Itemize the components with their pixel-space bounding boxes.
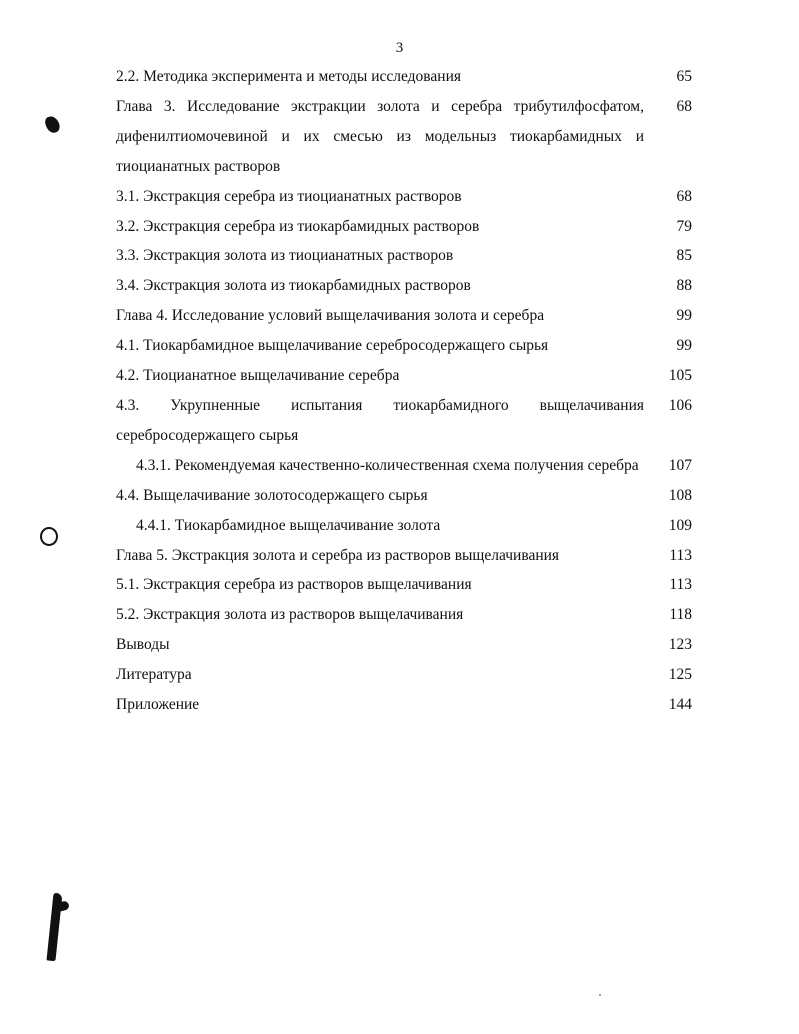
toc-entry-page: 123 bbox=[668, 636, 692, 654]
toc-entry-page: 85 bbox=[676, 247, 692, 265]
toc-entry bbox=[116, 62, 692, 92]
toc-entry-page: 107 bbox=[668, 456, 692, 474]
toc-entry-title: Глава 5. Экстракция золота и серебра из растворов выщелачивания bbox=[116, 546, 560, 564]
toc-entry-title: 3.3. Экстракция золота из тиоцианатных растворов bbox=[116, 247, 454, 265]
toc-entry-title: Выводы bbox=[116, 636, 170, 654]
toc-entry-title: Глава 3. Исследование экстракции золота и серебра трибутилфосфатом, дифенилтиомочевиной и их смесью из модельныз тиокарбамидных и тиоцианатных растворов bbox=[116, 97, 644, 175]
toc-entry-page: 88 bbox=[676, 277, 692, 295]
toc-entry-page: 118 bbox=[669, 606, 692, 624]
toc-entry bbox=[116, 241, 692, 271]
scan-artifact-dot bbox=[599, 994, 601, 996]
toc-entry-title: 4.4.1. Тиокарбамидное выщелачивание золота bbox=[136, 516, 441, 534]
toc-entry bbox=[116, 361, 692, 391]
toc-entry bbox=[116, 92, 692, 182]
toc-entry bbox=[116, 271, 692, 301]
toc-entry-title: 4.1. Тиокарбамидное выщелачивание серебросодержащего сырья bbox=[116, 337, 549, 355]
toc-entry-title: 2.2. Методика эксперимента и методы исследования bbox=[116, 68, 462, 85]
toc-entry-page: 99 bbox=[676, 307, 692, 325]
toc-entry-title: Глава 4. Исследование условий выщелачивания золота и серебра bbox=[116, 307, 545, 325]
toc-entry-title: 5.2. Экстракция золота из растворов выщелачивания bbox=[116, 606, 464, 624]
toc-entry bbox=[116, 660, 692, 690]
scan-artifact-mark bbox=[40, 527, 58, 546]
toc-entry bbox=[116, 690, 692, 720]
toc-entry-page: 68 bbox=[676, 187, 692, 205]
toc-entry bbox=[116, 511, 692, 541]
toc-entry-title: 4.3. Укрупненные испытания тиокарбамидного выщелачивания серебросодержащего сырья bbox=[116, 396, 644, 444]
toc-entry-page: 113 bbox=[669, 546, 692, 564]
toc-entry bbox=[116, 630, 692, 660]
toc-entry-title: 3.1. Экстракция серебра из тиоцианатных растворов bbox=[116, 187, 462, 205]
toc-entry bbox=[116, 182, 692, 212]
toc-entry-page: 68 bbox=[676, 97, 692, 115]
toc-entry bbox=[116, 391, 692, 451]
toc-entry-title: 3.4. Экстракция золота из тиокарбамидных растворов bbox=[116, 277, 471, 295]
scan-artifact-mark bbox=[43, 114, 61, 134]
toc-entry-page: 65 bbox=[676, 68, 692, 85]
toc-entry-page: 113 bbox=[669, 576, 692, 594]
toc-entry bbox=[116, 331, 692, 361]
toc-entry-page: 125 bbox=[668, 666, 692, 684]
toc-entry bbox=[116, 600, 692, 630]
toc-entry-title: 4.4. Выщелачивание золотосодержащего сырья bbox=[116, 486, 428, 504]
toc-entry-title: 4.3.1. Рекомендуемая качественно-количественная схема получения серебра bbox=[136, 456, 639, 474]
toc-entry-page: 105 bbox=[668, 367, 692, 385]
toc-entry bbox=[116, 301, 692, 331]
toc-entry bbox=[116, 212, 692, 242]
toc-entry-title: Литература bbox=[116, 666, 192, 684]
toc-entry-page: 144 bbox=[668, 696, 692, 714]
toc-entry bbox=[116, 451, 692, 481]
toc-entry-title: 4.2. Тиоцианатное выщелачивание серебра bbox=[116, 367, 400, 385]
toc-entry-title: Приложение bbox=[116, 696, 200, 714]
toc-entry-page: 108 bbox=[668, 486, 692, 504]
toc-entry-page: 106 bbox=[668, 396, 692, 414]
toc-entry-title: 3.2. Экстракция серебра из тиокарбамидных растворов bbox=[116, 217, 480, 235]
table-of-contents bbox=[116, 62, 692, 720]
toc-entry-page: 79 bbox=[676, 217, 692, 235]
page-number: 3 bbox=[395, 40, 404, 56]
toc-entry bbox=[116, 541, 692, 571]
toc-entry-page: 109 bbox=[668, 516, 692, 534]
toc-entry bbox=[116, 570, 692, 600]
toc-entry-title: 5.1. Экстракция серебра из растворов выщелачивания bbox=[116, 576, 472, 594]
toc-entry bbox=[116, 481, 692, 511]
toc-entry-page: 99 bbox=[676, 337, 692, 355]
